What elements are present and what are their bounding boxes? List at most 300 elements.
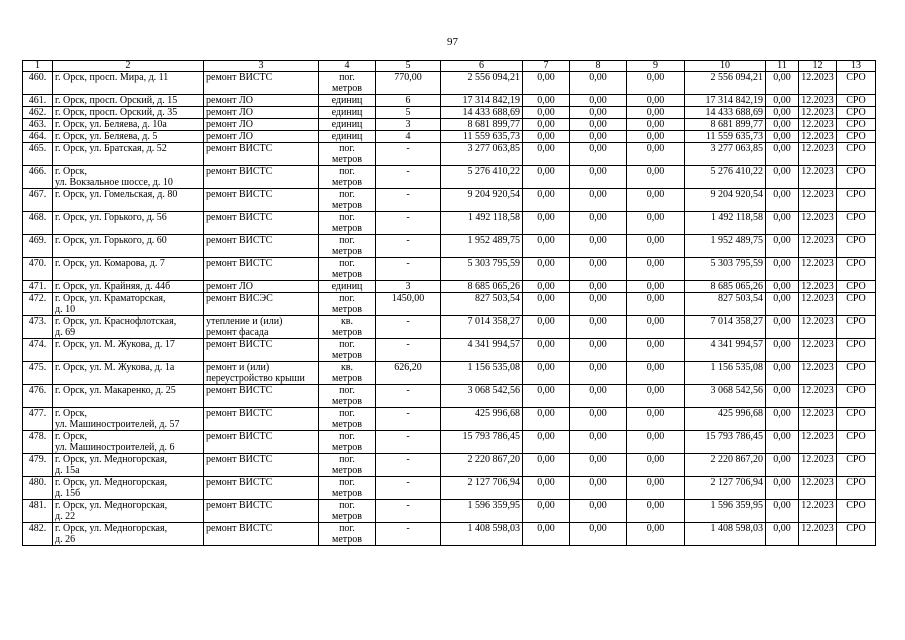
cost-col10-cell: 11 559 635,73 <box>685 131 766 143</box>
address-line: ул. Машиностроителей, д. 57 <box>55 419 180 430</box>
cost-col8-cell: 0,00 <box>570 500 627 523</box>
cost-col7-cell: 0,00 <box>523 477 570 500</box>
total-cost-cell: 15 793 786,45 <box>441 431 523 454</box>
deadline-cell: 12.2023 <box>799 258 837 281</box>
cost-col11-cell: 0,00 <box>766 385 799 408</box>
quantity-cell: - <box>376 454 441 477</box>
column-header: 7 <box>523 61 570 72</box>
cost-col8-cell: 0,00 <box>570 454 627 477</box>
unit-line: метров <box>332 223 362 234</box>
unit-cell <box>319 189 376 212</box>
unit-cell <box>319 72 376 95</box>
cost-col8-cell: 0,00 <box>570 362 627 385</box>
address-cell <box>53 385 204 408</box>
row-number-cell: 477. <box>23 408 53 431</box>
work-type-cell <box>204 72 319 95</box>
address-line: г. Орск, ул. Комарова, д. 7 <box>55 258 165 269</box>
deadline-cell: 12.2023 <box>799 339 837 362</box>
address-cell <box>53 316 204 339</box>
work-type-line: ремонт ВИСТС <box>206 523 273 534</box>
unit-line: метров <box>332 177 362 188</box>
address-cell <box>53 95 204 107</box>
address-cell <box>53 166 204 189</box>
column-header: 4 <box>319 61 376 72</box>
address-cell <box>53 477 204 500</box>
deadline-cell: 12.2023 <box>799 131 837 143</box>
work-type-line: ремонт фасада <box>206 327 269 338</box>
total-cost-cell: 827 503,54 <box>441 293 523 316</box>
column-header: 12 <box>799 61 837 72</box>
unit-cell <box>319 131 376 143</box>
cost-col10-cell: 17 314 842,19 <box>685 95 766 107</box>
work-type-cell <box>204 523 319 546</box>
address-cell <box>53 339 204 362</box>
funding-source-cell: СРО <box>837 166 876 189</box>
cost-col7-cell: 0,00 <box>523 131 570 143</box>
work-type-line: ремонт ВИСТС <box>206 339 273 350</box>
cost-col7-cell: 0,00 <box>523 454 570 477</box>
cost-col10-cell: 4 341 994,57 <box>685 339 766 362</box>
deadline-cell: 12.2023 <box>799 166 837 189</box>
quantity-cell: 6 <box>376 95 441 107</box>
cost-col10-cell: 2 220 867,20 <box>685 454 766 477</box>
row-number-cell: 464. <box>23 131 53 143</box>
unit-cell <box>319 385 376 408</box>
address-line: г. Орск, ул. Краматорская, <box>55 293 166 304</box>
address-cell <box>53 362 204 385</box>
work-type-line: ремонт ВИСТС <box>206 72 273 83</box>
total-cost-cell: 1 408 598,03 <box>441 523 523 546</box>
cost-col9-cell: 0,00 <box>627 131 685 143</box>
cost-col11-cell: 0,00 <box>766 143 799 166</box>
work-type-cell <box>204 500 319 523</box>
work-type-line: ремонт ВИСТС <box>206 189 273 200</box>
quantity-cell: - <box>376 500 441 523</box>
cost-col10-cell: 2 127 706,94 <box>685 477 766 500</box>
cost-col9-cell: 0,00 <box>627 281 685 293</box>
cost-col11-cell: 0,00 <box>766 235 799 258</box>
address-line: д. 15б <box>55 488 81 499</box>
unit-line: пог. <box>339 454 355 465</box>
address-cell <box>53 281 204 293</box>
table-row <box>23 95 876 107</box>
cost-col7-cell: 0,00 <box>523 95 570 107</box>
cost-col7-cell: 0,00 <box>523 212 570 235</box>
unit-line: пог. <box>339 258 355 269</box>
cost-col11-cell: 0,00 <box>766 72 799 95</box>
work-type-cell <box>204 339 319 362</box>
cost-col11-cell: 0,00 <box>766 362 799 385</box>
total-cost-cell: 2 556 094,21 <box>441 72 523 95</box>
work-type-cell <box>204 235 319 258</box>
address-cell <box>53 258 204 281</box>
funding-source-cell: СРО <box>837 72 876 95</box>
address-line: г. Орск, ул. Краснофлотская, <box>55 316 177 327</box>
row-number-cell: 460. <box>23 72 53 95</box>
funding-source-cell: СРО <box>837 477 876 500</box>
table-row <box>23 408 876 431</box>
cost-col8-cell: 0,00 <box>570 143 627 166</box>
work-type-cell <box>204 477 319 500</box>
address-line: г. Орск, ул. Медногорская, <box>55 477 168 488</box>
deadline-cell: 12.2023 <box>799 316 837 339</box>
unit-line: метров <box>332 83 362 94</box>
table-row <box>23 523 876 546</box>
work-type-line: ремонт ВИСТС <box>206 408 273 419</box>
table-row <box>23 385 876 408</box>
funding-source-cell: СРО <box>837 385 876 408</box>
cost-col10-cell: 2 556 094,21 <box>685 72 766 95</box>
table-row <box>23 166 876 189</box>
cost-col11-cell: 0,00 <box>766 500 799 523</box>
work-type-cell <box>204 95 319 107</box>
work-type-cell <box>204 362 319 385</box>
cost-col8-cell: 0,00 <box>570 72 627 95</box>
cost-col11-cell: 0,00 <box>766 119 799 131</box>
deadline-cell: 12.2023 <box>799 385 837 408</box>
column-header: 13 <box>837 61 876 72</box>
funding-source-cell: СРО <box>837 316 876 339</box>
cost-col10-cell: 1 492 118,58 <box>685 212 766 235</box>
row-number-cell: 471. <box>23 281 53 293</box>
cost-col7-cell: 0,00 <box>523 107 570 119</box>
unit-line: метров <box>332 534 362 545</box>
quantity-cell: 3 <box>376 281 441 293</box>
funding-source-cell: СРО <box>837 431 876 454</box>
cost-col7-cell: 0,00 <box>523 281 570 293</box>
quantity-cell: - <box>376 212 441 235</box>
deadline-cell: 12.2023 <box>799 362 837 385</box>
work-type-cell <box>204 281 319 293</box>
cost-col8-cell: 0,00 <box>570 431 627 454</box>
address-line: г. Орск, ул. М. Жукова, д. 17 <box>55 339 175 350</box>
cost-col7-cell: 0,00 <box>523 316 570 339</box>
quantity-cell: - <box>376 523 441 546</box>
cost-col10-cell: 3 277 063,85 <box>685 143 766 166</box>
quantity-cell: - <box>376 408 441 431</box>
address-line: г. Орск, ул. Медногорская, <box>55 523 168 534</box>
cost-col9-cell: 0,00 <box>627 339 685 362</box>
quantity-cell: - <box>376 316 441 339</box>
work-type-cell <box>204 119 319 131</box>
row-number-cell: 468. <box>23 212 53 235</box>
cost-col10-cell: 1 596 359,95 <box>685 500 766 523</box>
column-header: 2 <box>53 61 204 72</box>
address-line: ул. Машиностроителей, д. 6 <box>55 442 175 453</box>
cost-col7-cell: 0,00 <box>523 431 570 454</box>
funding-source-cell: СРО <box>837 293 876 316</box>
cost-col9-cell: 0,00 <box>627 107 685 119</box>
cost-col8-cell: 0,00 <box>570 293 627 316</box>
cost-col11-cell: 0,00 <box>766 258 799 281</box>
total-cost-cell: 2 127 706,94 <box>441 477 523 500</box>
cost-col11-cell: 0,00 <box>766 477 799 500</box>
cost-col9-cell: 0,00 <box>627 431 685 454</box>
row-number-cell: 480. <box>23 477 53 500</box>
address-cell <box>53 72 204 95</box>
deadline-cell: 12.2023 <box>799 477 837 500</box>
work-type-line: ремонт ВИСТС <box>206 477 273 488</box>
work-type-cell <box>204 293 319 316</box>
work-type-line: ремонт ВИСТС <box>206 500 273 511</box>
funding-source-cell: СРО <box>837 258 876 281</box>
cost-col9-cell: 0,00 <box>627 293 685 316</box>
deadline-cell: 12.2023 <box>799 212 837 235</box>
address-line: г. Орск, ул. Беляева, д. 10а <box>55 119 167 130</box>
work-type-line: ремонт ВИСТС <box>206 431 273 442</box>
cost-col9-cell: 0,00 <box>627 166 685 189</box>
funding-source-cell: СРО <box>837 235 876 258</box>
cost-col11-cell: 0,00 <box>766 95 799 107</box>
total-cost-cell: 8 681 899,77 <box>441 119 523 131</box>
work-type-cell <box>204 189 319 212</box>
table-row <box>23 477 876 500</box>
cost-col10-cell: 3 068 542,56 <box>685 385 766 408</box>
funding-source-cell: СРО <box>837 408 876 431</box>
cost-col9-cell: 0,00 <box>627 258 685 281</box>
unit-line: пог. <box>339 212 355 223</box>
unit-cell <box>319 454 376 477</box>
table-row <box>23 258 876 281</box>
cost-col10-cell: 425 996,68 <box>685 408 766 431</box>
quantity-cell: - <box>376 385 441 408</box>
total-cost-cell: 7 014 358,27 <box>441 316 523 339</box>
row-number-cell: 462. <box>23 107 53 119</box>
work-type-line: ремонт ВИСТС <box>206 143 273 154</box>
cost-col7-cell: 0,00 <box>523 143 570 166</box>
deadline-cell: 12.2023 <box>799 72 837 95</box>
work-type-line: утепление и (или) <box>206 316 283 327</box>
cost-col9-cell: 0,00 <box>627 362 685 385</box>
unit-cell <box>319 258 376 281</box>
unit-line: единиц <box>331 107 363 118</box>
total-cost-cell: 4 341 994,57 <box>441 339 523 362</box>
address-line: г. Орск, ул. Братская, д. 52 <box>55 143 167 154</box>
column-header: 3 <box>204 61 319 72</box>
quantity-cell: 1450,00 <box>376 293 441 316</box>
row-number-cell: 475. <box>23 362 53 385</box>
table-row <box>23 143 876 166</box>
column-header: 11 <box>766 61 799 72</box>
unit-line: пог. <box>339 339 355 350</box>
unit-line: пог. <box>339 385 355 396</box>
total-cost-cell: 11 559 635,73 <box>441 131 523 143</box>
cost-col10-cell: 9 204 920,54 <box>685 189 766 212</box>
address-line: г. Орск, ул. Горького, д. 56 <box>55 212 167 223</box>
table-row <box>23 212 876 235</box>
cost-col9-cell: 0,00 <box>627 385 685 408</box>
unit-line: метров <box>332 350 362 361</box>
unit-line: пог. <box>339 500 355 511</box>
cost-col8-cell: 0,00 <box>570 408 627 431</box>
unit-line: пог. <box>339 523 355 534</box>
deadline-cell: 12.2023 <box>799 500 837 523</box>
address-cell <box>53 212 204 235</box>
cost-col8-cell: 0,00 <box>570 95 627 107</box>
unit-line: метров <box>332 200 362 211</box>
unit-line: пог. <box>339 477 355 488</box>
cost-col10-cell: 1 156 535,08 <box>685 362 766 385</box>
funding-source-cell: СРО <box>837 189 876 212</box>
address-cell <box>53 523 204 546</box>
page-number: 97 <box>447 36 458 48</box>
unit-line: пог. <box>339 166 355 177</box>
row-number-cell: 463. <box>23 119 53 131</box>
unit-line: единиц <box>331 119 363 130</box>
quantity-cell: 4 <box>376 131 441 143</box>
total-cost-cell: 1 156 535,08 <box>441 362 523 385</box>
cost-col8-cell: 0,00 <box>570 258 627 281</box>
unit-cell <box>319 95 376 107</box>
cost-col7-cell: 0,00 <box>523 500 570 523</box>
quantity-cell: - <box>376 339 441 362</box>
register-table <box>22 60 876 546</box>
column-header: 9 <box>627 61 685 72</box>
cost-col7-cell: 0,00 <box>523 293 570 316</box>
cost-col8-cell: 0,00 <box>570 119 627 131</box>
address-line: д. 26 <box>55 534 76 545</box>
cost-col11-cell: 0,00 <box>766 339 799 362</box>
funding-source-cell: СРО <box>837 107 876 119</box>
cost-col9-cell: 0,00 <box>627 119 685 131</box>
unit-line: метров <box>332 488 362 499</box>
column-header: 5 <box>376 61 441 72</box>
total-cost-cell: 1 492 118,58 <box>441 212 523 235</box>
total-cost-cell: 2 220 867,20 <box>441 454 523 477</box>
total-cost-cell: 17 314 842,19 <box>441 95 523 107</box>
cost-col7-cell: 0,00 <box>523 189 570 212</box>
address-cell <box>53 431 204 454</box>
unit-cell <box>319 339 376 362</box>
cost-col9-cell: 0,00 <box>627 95 685 107</box>
column-header: 6 <box>441 61 523 72</box>
unit-line: метров <box>332 304 362 315</box>
work-type-cell <box>204 107 319 119</box>
cost-col7-cell: 0,00 <box>523 385 570 408</box>
work-type-line: ремонт ВИСТС <box>206 166 273 177</box>
unit-cell <box>319 119 376 131</box>
work-type-line: ремонт ЛО <box>206 107 253 118</box>
unit-line: единиц <box>331 131 363 142</box>
address-cell <box>53 119 204 131</box>
unit-line: пог. <box>339 293 355 304</box>
cost-col7-cell: 0,00 <box>523 362 570 385</box>
deadline-cell: 12.2023 <box>799 431 837 454</box>
total-cost-cell: 5 303 795,59 <box>441 258 523 281</box>
work-type-cell <box>204 408 319 431</box>
cost-col11-cell: 0,00 <box>766 107 799 119</box>
deadline-cell: 12.2023 <box>799 119 837 131</box>
work-type-cell <box>204 258 319 281</box>
unit-line: единиц <box>331 281 363 292</box>
unit-line: метров <box>332 154 362 165</box>
work-type-line: ремонт ЛО <box>206 119 253 130</box>
deadline-cell: 12.2023 <box>799 143 837 166</box>
cost-col10-cell: 5 303 795,59 <box>685 258 766 281</box>
row-number-cell: 466. <box>23 166 53 189</box>
cost-col9-cell: 0,00 <box>627 212 685 235</box>
cost-col7-cell: 0,00 <box>523 523 570 546</box>
unit-line: кв. <box>340 362 354 373</box>
deadline-cell: 12.2023 <box>799 281 837 293</box>
unit-line: метров <box>332 327 362 338</box>
unit-cell <box>319 316 376 339</box>
table-row <box>23 339 876 362</box>
cost-col11-cell: 0,00 <box>766 281 799 293</box>
work-type-line: переустройство крыши <box>206 373 305 384</box>
deadline-cell: 12.2023 <box>799 95 837 107</box>
table-row <box>23 316 876 339</box>
cost-col7-cell: 0,00 <box>523 235 570 258</box>
address-line: г. Орск, просп. Орский, д. 35 <box>55 107 178 118</box>
table-row <box>23 293 876 316</box>
unit-line: метров <box>332 246 362 257</box>
cost-col9-cell: 0,00 <box>627 235 685 258</box>
work-type-cell <box>204 431 319 454</box>
cost-col11-cell: 0,00 <box>766 523 799 546</box>
address-cell <box>53 500 204 523</box>
address-line: г. Орск, ул. Беляева, д. 5 <box>55 131 158 142</box>
unit-line: пог. <box>339 72 355 83</box>
cost-col8-cell: 0,00 <box>570 316 627 339</box>
unit-line: метров <box>332 269 362 280</box>
work-type-cell <box>204 166 319 189</box>
row-number-cell: 467. <box>23 189 53 212</box>
total-cost-cell: 14 433 688,69 <box>441 107 523 119</box>
work-type-line: ремонт ВИСТС <box>206 235 273 246</box>
cost-col10-cell: 15 793 786,45 <box>685 431 766 454</box>
row-number-cell: 472. <box>23 293 53 316</box>
row-number-cell: 478. <box>23 431 53 454</box>
deadline-cell: 12.2023 <box>799 454 837 477</box>
work-type-cell <box>204 316 319 339</box>
table-row <box>23 431 876 454</box>
unit-cell <box>319 143 376 166</box>
address-line: д. 69 <box>55 327 76 338</box>
unit-line: метров <box>332 419 362 430</box>
quantity-cell: - <box>376 477 441 500</box>
table-row <box>23 107 876 119</box>
quantity-cell: 626,20 <box>376 362 441 385</box>
total-cost-cell: 1 952 489,75 <box>441 235 523 258</box>
cost-col8-cell: 0,00 <box>570 385 627 408</box>
cost-col8-cell: 0,00 <box>570 131 627 143</box>
address-line: г. Орск, <box>55 408 87 419</box>
total-cost-cell: 9 204 920,54 <box>441 189 523 212</box>
address-cell <box>53 107 204 119</box>
work-type-line: ремонт ЛО <box>206 281 253 292</box>
row-number-cell: 479. <box>23 454 53 477</box>
row-number-cell: 461. <box>23 95 53 107</box>
unit-cell <box>319 166 376 189</box>
cost-col10-cell: 8 681 899,77 <box>685 119 766 131</box>
work-type-cell <box>204 143 319 166</box>
cost-col9-cell: 0,00 <box>627 477 685 500</box>
cost-col11-cell: 0,00 <box>766 316 799 339</box>
cost-col8-cell: 0,00 <box>570 189 627 212</box>
funding-source-cell: СРО <box>837 95 876 107</box>
work-type-line: ремонт ВИСТС <box>206 258 273 269</box>
table-row <box>23 500 876 523</box>
address-line: г. Орск, просп. Мира, д. 11 <box>55 72 169 83</box>
cost-col11-cell: 0,00 <box>766 454 799 477</box>
address-cell <box>53 454 204 477</box>
cost-col8-cell: 0,00 <box>570 339 627 362</box>
cost-col10-cell: 5 276 410,22 <box>685 166 766 189</box>
funding-source-cell: СРО <box>837 454 876 477</box>
unit-cell <box>319 500 376 523</box>
address-line: г. Орск, ул. М. Жукова, д. 1а <box>55 362 175 373</box>
